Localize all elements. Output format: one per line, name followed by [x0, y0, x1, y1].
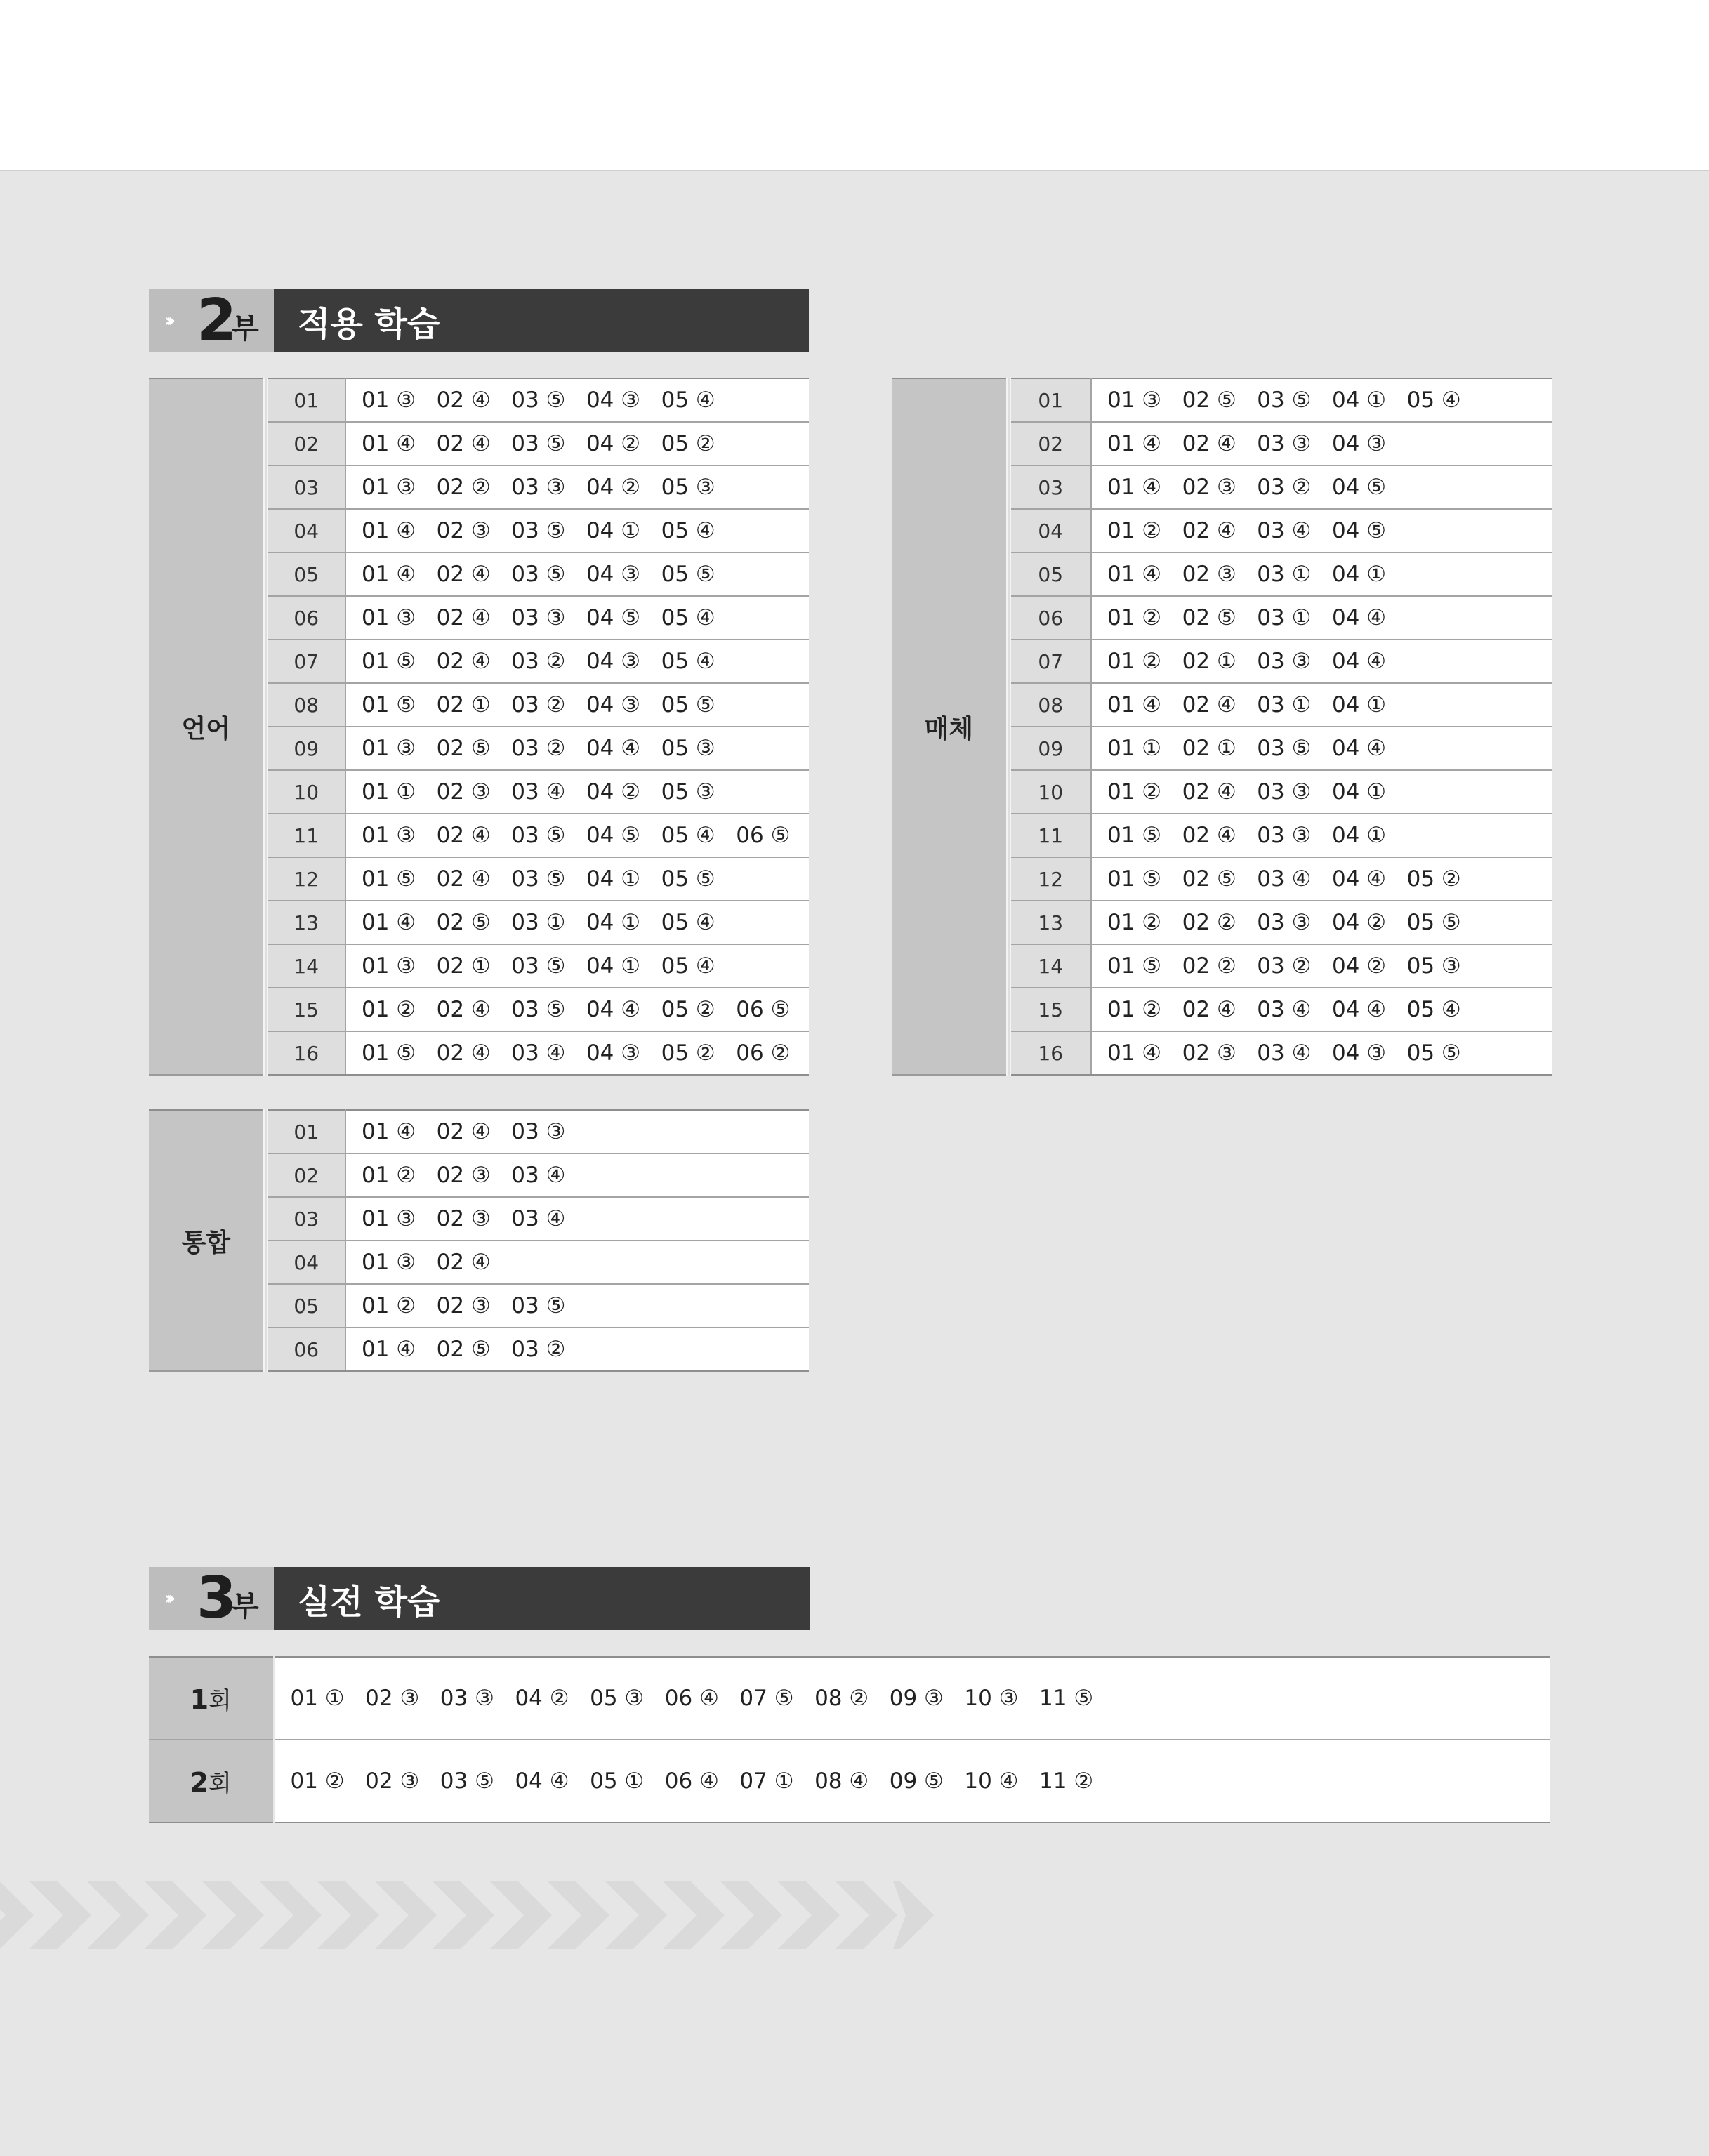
part2-title: 적용 학습 [274, 289, 809, 352]
row-number: 02 [265, 1153, 345, 1197]
round-answers: 01 ① 02 ③ 03 ③ 04 ② 05 ③ 06 ④ 07 ⑤ 08 ② 09 ③ 10 ③ 11 ⑤ [274, 1657, 1550, 1740]
part2-tag [149, 289, 274, 352]
row-number: 14 [1008, 944, 1091, 988]
row-answers: 01 ④ 02 ③ 03 ④ 04 ③ 05 ⑤ [1091, 1031, 1552, 1075]
row-number: 16 [265, 1031, 345, 1075]
round-label [149, 1740, 274, 1823]
row-answers: 01 ③ 02 ② 03 ③ 04 ② 05 ③ [345, 465, 809, 509]
chevron-shape [145, 1881, 206, 1949]
row-answers: 01 ③ 02 ⑤ 03 ② 04 ④ 05 ③ [345, 727, 809, 770]
subject-cell: 통합 [149, 1110, 265, 1371]
row-number: 12 [1008, 857, 1091, 901]
row-number: 10 [1008, 770, 1091, 814]
subject-cell: 언어 [149, 378, 265, 1075]
row-number: 15 [265, 988, 345, 1031]
row-number: 06 [265, 596, 345, 640]
row-number: 04 [265, 1241, 345, 1284]
row-number: 16 [1008, 1031, 1091, 1075]
row-number: 09 [265, 727, 345, 770]
row-answers: 01 ② 02 ① 03 ③ 04 ④ [1091, 640, 1552, 683]
row-number: 06 [1008, 596, 1091, 640]
row-number: 03 [265, 1197, 345, 1241]
row-answers: 01 ② 02 ④ 03 ④ 04 ⑤ [1091, 509, 1552, 553]
row-answers: 01 ④ 02 ④ 03 ⑤ 04 ② 05 ② [345, 422, 809, 465]
round-number: 2 [190, 1766, 209, 1798]
chevron-shape [260, 1881, 322, 1949]
table-row [892, 378, 1552, 422]
row-number: 09 [1008, 727, 1091, 770]
row-answers: 01 ③ 02 ① 03 ⑤ 04 ① 05 ④ [345, 944, 809, 988]
chevron-shape [663, 1881, 725, 1949]
chevron-shape [893, 1881, 934, 1949]
answer-table-integrated [149, 1109, 809, 1372]
row-answers: 01 ④ 02 ③ 03 ① 04 ① [1091, 553, 1552, 596]
row-number: 01 [1008, 378, 1091, 422]
row-number: 07 [1008, 640, 1091, 683]
chevron-shape [317, 1881, 379, 1949]
part3-title: 실전 학습 [274, 1567, 810, 1630]
row-answers: 01 ③ 02 ③ 03 ④ [345, 1197, 809, 1241]
chevron-shape [836, 1881, 897, 1949]
part2-suffix: 부 [232, 312, 259, 345]
row-number: 01 [265, 1110, 345, 1153]
row-answers: 01 ② 02 ② 03 ③ 04 ② 05 ⑤ [1091, 901, 1552, 944]
row-answers: 01 ④ 02 ④ 03 ① 04 ① [1091, 683, 1552, 727]
row-answers: 01 ④ 02 ④ 03 ③ 04 ③ [1091, 422, 1552, 465]
row-answers: 01 ③ 02 ④ 03 ⑤ 04 ⑤ 05 ④ 06 ⑤ [345, 814, 809, 857]
row-answers: 01 ⑤ 02 ① 03 ② 04 ③ 05 ⑤ [345, 683, 809, 727]
subject-cell: 매체 [892, 378, 1008, 1075]
answer-table-language [149, 378, 809, 1076]
row-number: 05 [265, 1284, 345, 1328]
row-answers: 01 ⑤ 02 ④ 03 ② 04 ③ 05 ④ [345, 640, 809, 683]
answer-table-practice [149, 1656, 1550, 1823]
table-row [149, 1110, 809, 1153]
row-answers: 01 ② 02 ④ 03 ⑤ 04 ④ 05 ② 06 ⑤ [345, 988, 809, 1031]
row-answers: 01 ⑤ 02 ④ 03 ③ 04 ① [1091, 814, 1552, 857]
row-answers: 01 ② 02 ③ 03 ⑤ [345, 1284, 809, 1328]
row-number: 14 [265, 944, 345, 988]
chevron-shape [29, 1881, 91, 1949]
row-answers: 01 ② 02 ③ 03 ④ [345, 1153, 809, 1197]
row-number: 03 [265, 465, 345, 509]
answer-table-media [892, 378, 1552, 1076]
table-row [149, 1740, 1550, 1823]
row-answers: 01 ④ 02 ③ 03 ② 04 ⑤ [1091, 465, 1552, 509]
row-answers: 01 ③ 02 ④ 03 ⑤ 04 ③ 05 ④ [345, 378, 809, 422]
row-answers: 01 ③ 02 ④ [345, 1241, 809, 1284]
row-number: 02 [265, 422, 345, 465]
row-number: 13 [265, 901, 345, 944]
row-answers: 01 ④ 02 ⑤ 03 ① 04 ① 05 ④ [345, 901, 809, 944]
row-number: 06 [265, 1328, 345, 1371]
row-number: 08 [265, 683, 345, 727]
row-number: 10 [265, 770, 345, 814]
chevron-shape [605, 1881, 667, 1949]
row-number: 04 [1008, 509, 1091, 553]
chevron-shape [87, 1881, 149, 1949]
top-white-band [0, 0, 1709, 171]
chevron-right-icon: ››› [164, 310, 171, 331]
part3-suffix: 부 [232, 1590, 259, 1622]
row-answers: 01 ③ 02 ⑤ 03 ⑤ 04 ① 05 ④ [1091, 378, 1552, 422]
row-number: 05 [1008, 553, 1091, 596]
row-number: 11 [1008, 814, 1091, 857]
row-answers: 01 ① 02 ③ 03 ④ 04 ② 05 ③ [345, 770, 809, 814]
chevron-right-icon: ››› [164, 1588, 171, 1609]
row-number: 04 [265, 509, 345, 553]
row-answers: 01 ④ 02 ④ 03 ③ [345, 1110, 809, 1153]
chevron-shape [548, 1881, 609, 1949]
row-answers: 01 ⑤ 02 ④ 03 ④ 04 ③ 05 ② 06 ② [345, 1031, 809, 1075]
row-number: 02 [1008, 422, 1091, 465]
row-answers: 01 ④ 02 ④ 03 ⑤ 04 ③ 05 ⑤ [345, 553, 809, 596]
round-number: 1 [190, 1684, 209, 1715]
part3-tag [149, 1567, 274, 1630]
row-number: 11 [265, 814, 345, 857]
row-answers: 01 ⑤ 02 ⑤ 03 ④ 04 ④ 05 ② [1091, 857, 1552, 901]
row-answers: 01 ② 02 ④ 03 ③ 04 ① [1091, 770, 1552, 814]
part2-header [149, 289, 809, 352]
chevron-shape [720, 1881, 782, 1949]
row-answers: 01 ③ 02 ④ 03 ③ 04 ⑤ 05 ④ [345, 596, 809, 640]
round-unit: 회 [209, 1686, 232, 1715]
table-row [149, 378, 809, 422]
chevron-shape [202, 1881, 264, 1949]
row-answers: 01 ⑤ 02 ④ 03 ⑤ 04 ① 05 ⑤ [345, 857, 809, 901]
row-number: 12 [265, 857, 345, 901]
row-answers: 01 ② 02 ④ 03 ④ 04 ④ 05 ④ [1091, 988, 1552, 1031]
chevron-shape [0, 1881, 34, 1949]
part3-header [149, 1567, 810, 1630]
row-answers: 01 ① 02 ① 03 ⑤ 04 ④ [1091, 727, 1552, 770]
round-unit: 회 [209, 1769, 232, 1798]
row-answers: 01 ④ 02 ⑤ 03 ② [345, 1328, 809, 1371]
row-number: 15 [1008, 988, 1091, 1031]
chevron-shape [778, 1881, 840, 1949]
row-answers: 01 ② 02 ⑤ 03 ① 04 ④ [1091, 596, 1552, 640]
row-number: 07 [265, 640, 345, 683]
row-number: 05 [265, 553, 345, 596]
row-number: 13 [1008, 901, 1091, 944]
row-number: 08 [1008, 683, 1091, 727]
round-answers: 01 ② 02 ③ 03 ⑤ 04 ④ 05 ① 06 ④ 07 ① 08 ④ 09 ⑤ 10 ④ 11 ② [274, 1740, 1550, 1823]
chevron-shape [490, 1881, 552, 1949]
chevron-shape [433, 1881, 494, 1949]
row-number: 01 [265, 378, 345, 422]
row-number: 03 [1008, 465, 1091, 509]
row-answers: 01 ④ 02 ③ 03 ⑤ 04 ① 05 ④ [345, 509, 809, 553]
round-label [149, 1657, 274, 1740]
row-answers: 01 ⑤ 02 ② 03 ② 04 ② 05 ③ [1091, 944, 1552, 988]
table-row [149, 1657, 1550, 1740]
part2-number: 2 [197, 287, 235, 354]
decorative-chevrons [0, 1881, 934, 1949]
part3-number: 3 [197, 1565, 235, 1632]
chevron-shape [375, 1881, 437, 1949]
